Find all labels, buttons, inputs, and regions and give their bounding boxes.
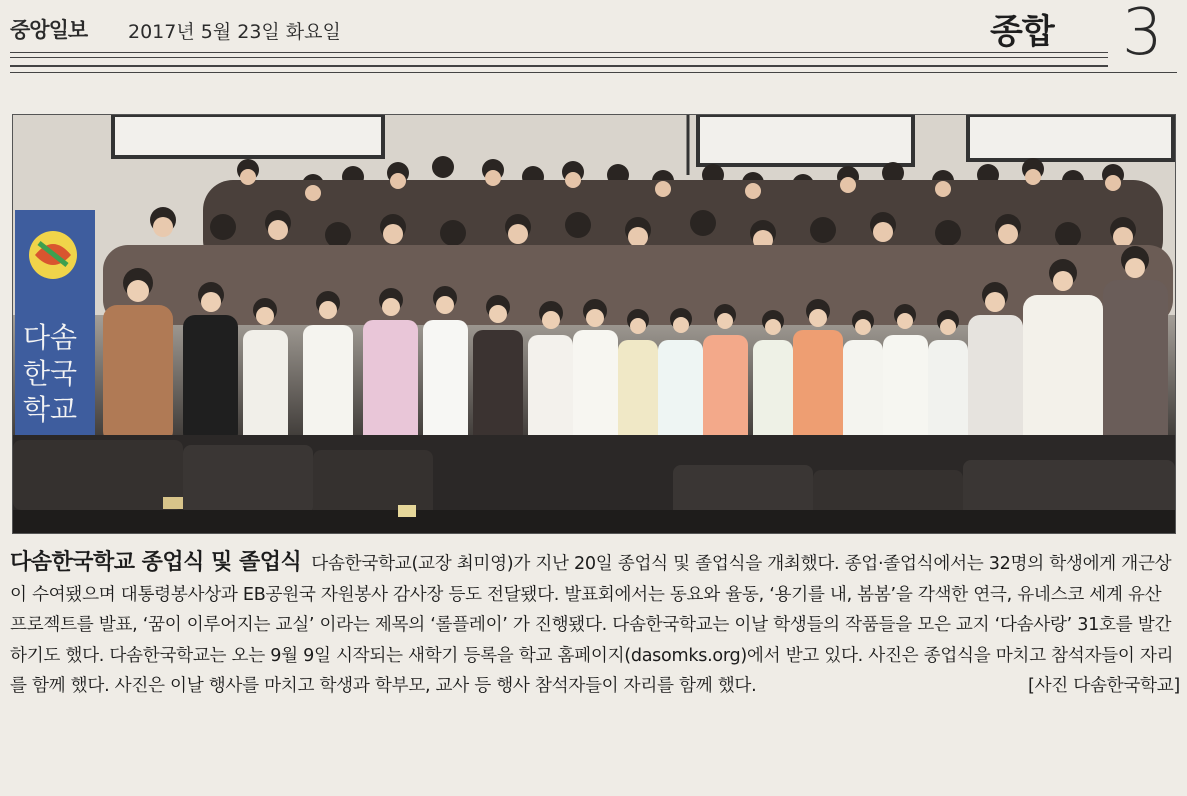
header-rule — [10, 72, 1177, 73]
crowd — [103, 156, 1173, 460]
group-photo — [12, 114, 1176, 534]
publication-date: 2017년 5월 23일 화요일 — [128, 21, 341, 43]
header-rule — [10, 57, 1108, 58]
banner-text: 한국 — [23, 357, 78, 390]
banner-text: 다솜 — [23, 321, 78, 354]
wall-frame — [113, 115, 383, 157]
header-rule — [10, 65, 1108, 67]
header-rule — [10, 52, 1108, 53]
photo-credit: [사진 다솜한국학교] — [1028, 676, 1180, 696]
masthead: 중앙일보 — [10, 18, 88, 42]
article-headline: 다솜한국학교 종업식 및 졸업식 — [10, 550, 302, 575]
newspaper-header — [0, 0, 1187, 80]
banner-text: 학교 — [23, 393, 78, 426]
wall-frame — [968, 115, 1173, 160]
page-number: 3 — [1122, 0, 1163, 70]
auditorium-seats — [13, 435, 1175, 533]
wall-frame — [698, 115, 913, 165]
article-text: 다솜한국학교(교장 최미영)가 지난 20일 종업식 및 졸업식을 개최했다. 종업·졸업식에서는 32명의 학생에게 개근상이 수여됐으며 대통령봉사상과 EB공원국 자원봉사 감사장 등도 전달됐다. 발표회에서는 동요와 율동, ‘용기를 내, 봄봄’을 각색한 연극, 유네스코 세계 유산 프로젝트를 발표, ‘꿈이 이루어지는 교실’ 이라는 제목의 ‘롤플레이’ 가 진행됐다. 다솜한국학교는 이날 학생들의 작품들을 모은 교지 ‘다솜사랑’ 31호를 발간하기도 했다. 다솜한국학교는 오는 9월 9일 시작되는 새학기 등록을 학교 홈페이지(dasomks.org)에서 받고 있다. 사진은 종업식을 마치고 참석자들이 자리를 함께 했다. 사진은 이날 행사를 마치고 학생과 학부모, 교사 등 행사 참석자들이 자리를 함께 했다. — [10, 554, 1174, 696]
group-photo-illustration — [13, 115, 1175, 533]
article-body — [10, 548, 1180, 702]
section-title: 종합 — [990, 12, 1054, 52]
